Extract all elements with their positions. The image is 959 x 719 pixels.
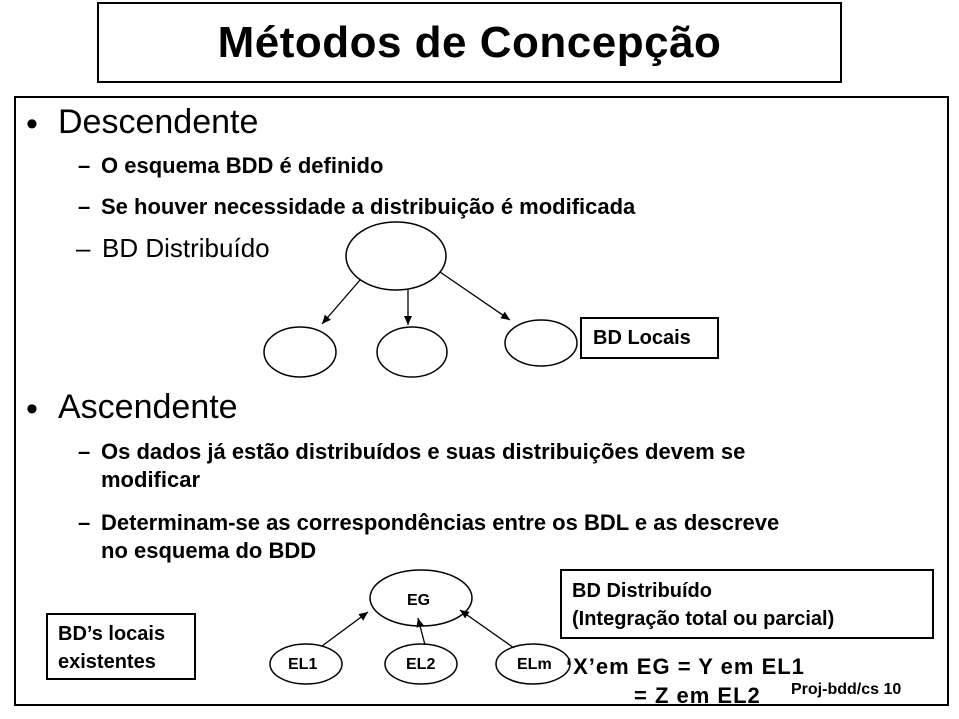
dash-4: –: [78, 439, 91, 464]
bd-distribuido-integracao-box: [560, 569, 934, 639]
ascendente-item-1-line-2: modificar: [101, 467, 201, 492]
bd-locais-box: [580, 317, 719, 359]
slide-title: Métodos de Concepção: [217, 18, 722, 67]
local-db-node-3: [505, 320, 577, 366]
dash-3: –: [76, 233, 91, 263]
local-db-node-1: [264, 327, 336, 377]
ascendente-item-2-line-2: no esquema do BDD: [101, 538, 317, 563]
dash-2: –: [78, 194, 91, 219]
arrow-global-to-local-3: [440, 272, 510, 320]
bd-distribuido-line-2: (Integração total ou parcial): [572, 608, 835, 630]
ascendente-item-1-line-1: Os dados já estão distribuídos e suas distribuições devem se: [101, 439, 746, 464]
local-db-node-2: [377, 327, 447, 377]
bd-locais-existentes-line-1: BD’s locais: [58, 623, 166, 645]
el1-label: EL1: [288, 656, 318, 673]
heading-descendente: Descendente: [58, 103, 259, 141]
bd-distribuido-line-1: BD Distribuído: [572, 580, 712, 602]
heading-ascendente: Ascendente: [58, 388, 238, 426]
global-db-node: [346, 222, 446, 290]
arrow-global-to-local-1: [322, 280, 360, 324]
bullet-ascendente: •: [26, 390, 38, 428]
bd-locais-label: BD Locais: [593, 327, 691, 349]
footer-slide-ref: Proj-bdd/cs 10: [791, 681, 902, 698]
bd-distribuido-label: BD Distribuído: [102, 233, 270, 263]
ascendente-item-2-line-1: Determinam-se as correspondências entre os BDL e as descreve: [101, 510, 780, 535]
formula-line-1: ‘X’em EG = Y em EL1: [566, 654, 805, 679]
descendente-item-2: Se houver necessidade a distribuição é modificada: [101, 194, 636, 219]
elm-label: ELm: [517, 656, 552, 673]
descendente-item-1: O esquema BDD é definido: [101, 153, 384, 178]
bd-locais-existentes-box: [46, 613, 196, 680]
eg-label: EG: [407, 592, 431, 609]
el2-label: EL2: [406, 656, 436, 673]
arrow-el1-to-eg: [322, 612, 368, 646]
dash-1: –: [78, 153, 91, 178]
arrow-elm-to-eg: [460, 610, 514, 648]
dash-5: –: [78, 510, 91, 535]
bd-locais-existentes-line-2: existentes: [58, 651, 156, 673]
bullet-descendente: •: [26, 105, 38, 143]
formula-line-2: = Z em EL2: [634, 683, 761, 708]
